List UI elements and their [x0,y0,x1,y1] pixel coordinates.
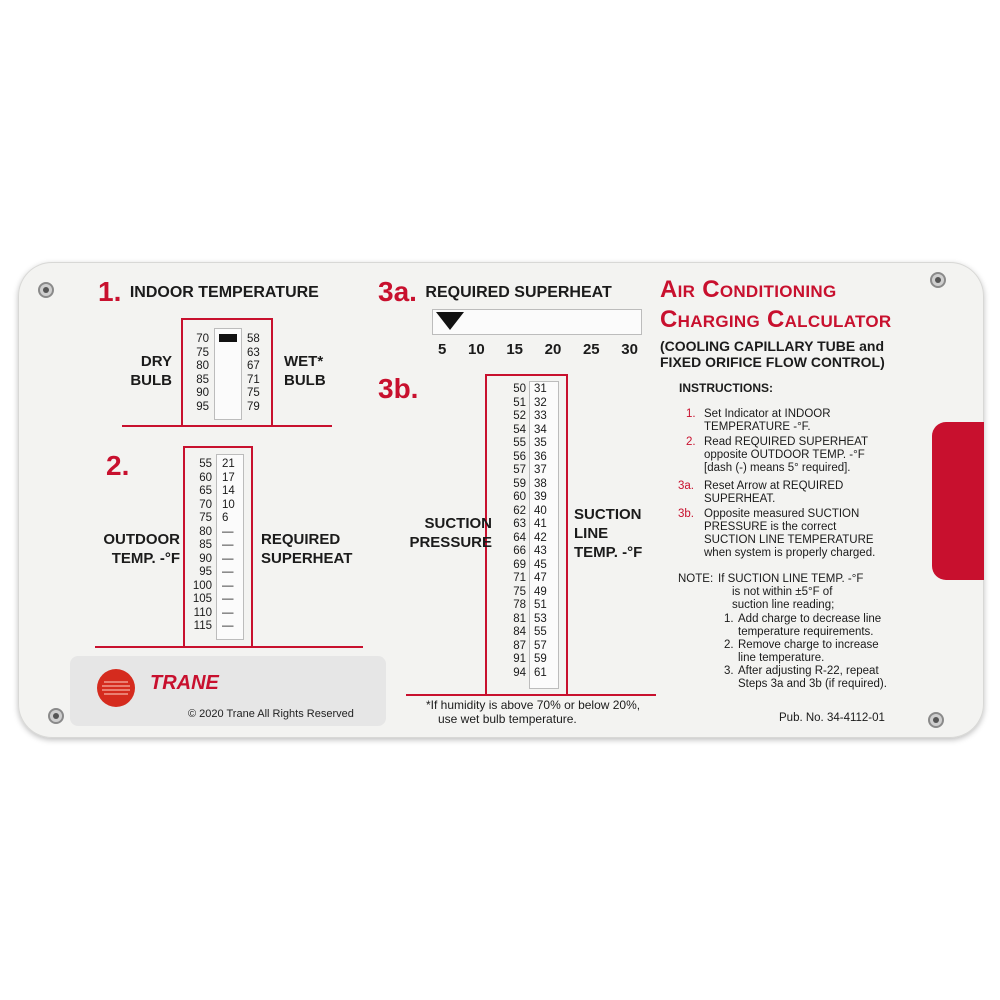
section2-bottom-rule [95,646,363,648]
suction-pressure-label-1: SUCTION [424,515,492,532]
outdoor-temp-value: 95 [199,566,212,578]
superheat-value: 6 [222,512,229,524]
instruction-step-text [704,408,831,434]
suction-line-temp-value: 59 [534,653,547,665]
instruction-line: [dash (-) means 5° required]. [704,462,851,474]
section2-top-rule [183,446,253,448]
note-text [718,573,863,612]
superheat-scale-tick: 10 [467,341,485,358]
instruction-line: Read REQUIRED SUPERHEAT [704,436,869,448]
note-item-line: line temperature. [738,652,825,664]
wet-bulb-label-2: BULB [284,372,326,389]
outdoor-temp-value: 90 [199,552,212,565]
section3b-bottom-rule [406,694,656,696]
instruction-line: when system is properly charged. [704,547,876,559]
note-item-text [738,665,887,691]
suction-line-temp-value: 53 [534,612,547,625]
instruction-line: SUCTION LINE TEMPERATURE [704,534,874,546]
suction-pressure-value: 57 [513,464,526,476]
trane-logo-icon [96,668,136,708]
section1-right-rule [271,318,273,426]
section2-number: 2. [106,450,130,481]
rivet-bottom-right [928,712,944,728]
wet-bulb-value: 58 [247,333,260,345]
suction-pressure-value: 64 [513,531,526,544]
title-line-2: Charging Calculator [660,306,892,333]
rivet-bottom-left [48,708,64,724]
wet-bulb-label [284,352,326,390]
outdoor-temp-value: 105 [192,593,212,605]
publication-number: Pub. No. 34-4112-01 [779,712,885,724]
note-item-number: 2. [724,639,734,651]
suction-pressure-value: 75 [513,585,526,598]
superheat-arrow-icon[interactable] [436,312,464,330]
suction-line-temp-values [534,383,547,680]
suction-line-temp-value: 39 [534,491,547,503]
dry-bulb-value: 85 [196,373,209,386]
note-item-line: After adjusting R-22, repeat [738,665,879,677]
outdoor-temp-label-1: OUTDOOR [103,531,180,548]
superheat-value: — [222,552,234,565]
suction-pressure-value: 54 [513,423,526,436]
superheat-scale-tick: 15 [506,341,523,358]
section3a-heading [378,276,612,308]
suction-pressure-label-2: PRESSURE [409,534,492,551]
superheat-value: — [222,620,234,632]
superheat-value: 10 [222,498,235,511]
instruction-step-number: 1. [686,408,696,420]
note-item-number: 1. [724,613,734,625]
outdoor-temp-value: 70 [199,498,212,511]
humidity-footnote [426,698,640,726]
dry-bulb-value: 70 [196,333,209,345]
suction-line-temp-value: 31 [534,383,547,395]
outdoor-temp-value: 55 [199,458,212,470]
section2-left-rule [183,446,185,648]
suction-pressure-value: 59 [513,477,526,490]
superheat-value: 21 [222,458,235,470]
note-line: If SUCTION LINE TEMP. -°F [718,573,864,585]
superheat-value: — [222,579,234,592]
subtitle-line-1: (COOLING CAPILLARY TUBE and [660,338,884,354]
instruction-line: PRESSURE is the correct [704,521,837,533]
suction-pressure-value: 78 [513,599,526,611]
superheat-value: — [222,606,234,619]
suction-pressure-value: 60 [513,491,526,503]
suction-pressure-value: 66 [513,545,526,557]
outdoor-temp-value: 115 [193,620,212,632]
suction-line-temp-value: 32 [534,396,547,409]
outdoor-temp-value: 60 [199,471,212,484]
brand-panel [70,656,386,726]
suction-pressure-value: 71 [513,572,526,584]
outdoor-temp-values [188,458,212,634]
suction-line-temp-value: 33 [534,410,547,422]
brand-name: TRANE [150,672,219,694]
instruction-step-number: 3b. [678,508,694,520]
suction-pressure-value: 91 [513,653,526,665]
instruction-step-text [704,436,868,475]
superheat-scale-tick: 25 [582,341,600,358]
wet-bulb-value: 63 [247,346,260,359]
suction-line-temp-value: 36 [534,450,547,463]
wet-bulb-value: 67 [247,360,260,372]
note-line: is not within ±5°F of [732,586,833,598]
instruction-line: SUPERHEAT. [704,493,776,505]
suction-line-temp-value: 38 [534,477,547,490]
instruction-line: Opposite measured SUCTION [704,508,860,520]
outdoor-temp-value: 65 [199,485,212,497]
suction-pressure-value: 52 [513,410,526,422]
wet-bulb-values [247,333,260,414]
note-item-number: 3. [724,665,734,677]
dry-bulb-label-1: DRY [140,353,172,370]
suction-line-temp-value: 40 [534,504,547,517]
instruction-step-number: 2. [686,436,696,448]
dry-bulb-value: 80 [196,360,209,372]
instruction-step-text [704,480,843,506]
indoor-indicator-marker[interactable] [219,334,237,342]
section2-right-rule [251,446,253,648]
suction-pressure-value: 94 [513,666,526,679]
instruction-step-number: 3a. [678,480,694,492]
dry-bulb-value: 75 [196,346,209,359]
suction-line-temp-value: 42 [534,531,547,544]
suction-line-temp-value: 45 [534,558,547,571]
suction-pressure-value: 51 [513,396,526,409]
required-superheat-label [261,530,352,568]
suction-line-temp-value: 43 [534,545,547,557]
rivet-top-right [930,272,946,288]
note-item-text [738,613,881,639]
suction-line-temp-label [574,505,642,562]
suction-pressure-value: 56 [513,450,526,463]
wet-bulb-label-1: WET* [284,353,324,370]
suction-line-temp-label-2: LINE [574,525,609,542]
note-item-line: Steps 3a and 3b (if required). [738,678,887,690]
section1-left-rule [181,318,183,426]
suction-line-temp-value: 37 [534,464,547,476]
section1-bottom-rule [122,425,332,427]
suction-pressure-values [506,383,526,680]
superheat-value: — [222,539,234,551]
note-item-line: temperature requirements. [738,626,874,638]
superheat-value: — [222,593,234,605]
suction-pressure-value: 84 [513,626,526,638]
outdoor-temp-value: 80 [199,525,212,538]
footnote-line-2: use wet bulb temperature. [438,712,577,726]
required-superheat-values [222,458,235,634]
superheat-scale-tick: 5 [438,341,447,358]
note-block [678,573,918,693]
subtitle-line-2: FIXED ORIFICE FLOW CONTROL) [660,354,885,370]
instruction-line: Set Indicator at INDOOR [704,408,831,420]
suction-pressure-value: 69 [513,558,526,571]
note-item-text [738,639,879,665]
note-item-line: Remove charge to increase [738,639,879,651]
suction-line-temp-value: 35 [534,437,547,449]
instruction-line: TEMPERATURE -°F. [704,421,811,433]
instructions-heading: INSTRUCTIONS: [679,381,773,395]
superheat-value: — [222,566,234,578]
dry-bulb-label [126,352,172,390]
suction-line-temp-label-1: SUCTION [574,506,642,523]
note-line: suction line reading; [732,599,835,611]
section3a-number: 3a. [378,276,417,307]
suction-line-temp-value: 61 [534,666,547,679]
superheat-value: 17 [222,471,235,484]
suction-pressure-value: 62 [513,504,526,517]
required-superheat-label-2: SUPERHEAT [261,550,353,567]
outdoor-temp-label-2: TEMP. -°F [111,550,180,567]
suction-pressure-value: 50 [513,383,526,395]
outdoor-temp-value: 110 [193,606,212,619]
suction-line-temp-value: 55 [534,626,547,638]
section1-title: INDOOR TEMPERATURE [129,284,319,301]
note-label: NOTE: [678,573,714,585]
suction-pressure-value: 55 [513,437,526,449]
wet-bulb-value: 79 [247,400,260,413]
slider-pull-tab[interactable] [932,422,984,580]
superheat-value: 14 [222,485,235,497]
required-superheat-label-1: REQUIRED [261,531,341,548]
instruction-line: opposite OUTDOOR TEMP. -°F [704,449,865,461]
suction-line-temp-value: 34 [534,423,547,436]
superheat-value: — [222,525,234,538]
outdoor-temp-label [88,530,180,568]
copyright-text: © 2020 Trane All Rights Reserved [188,708,354,720]
suction-line-temp-value: 51 [534,599,547,611]
suction-line-temp-value: 47 [534,572,547,584]
section3b-top-rule [485,374,568,376]
title-subtitle [660,338,885,370]
suction-line-temp-value: 57 [534,639,547,652]
note-item-line: Add charge to decrease line [738,613,882,625]
section3b-right-rule [566,374,568,696]
suction-pressure-value: 63 [513,518,526,530]
outdoor-temp-value: 85 [199,539,212,551]
suction-line-temp-value: 49 [534,585,547,598]
section3b-number: 3b. [378,373,419,404]
superheat-scale-tick: 30 [621,341,638,358]
dry-bulb-label-2: BULB [130,372,172,389]
wet-bulb-value: 75 [247,387,260,399]
instruction-line: Reset Arrow at REQUIRED [704,480,844,492]
section1-number: 1. [98,276,122,307]
suction-line-temp-value: 41 [534,518,547,530]
dry-bulb-value: 90 [196,387,209,399]
instructions-list [680,408,920,558]
outdoor-temp-value: 100 [192,579,212,592]
superheat-scale-tick: 20 [544,341,562,358]
section1-top-rule [181,318,273,320]
dry-bulb-value: 95 [196,400,209,413]
suction-line-temp-label-3: TEMP. -°F [574,544,643,561]
outdoor-temp-value: 75 [199,512,212,524]
suction-pressure-value: 87 [513,639,526,652]
dry-bulb-values [187,333,209,414]
section1-heading [98,276,319,308]
suction-pressure-label [400,514,492,552]
section3a-title: REQUIRED SUPERHEAT [425,284,612,301]
wet-bulb-value: 71 [247,373,260,386]
superheat-scale [438,341,638,358]
instruction-step-text [704,508,875,560]
title-line-1: Air Conditioning [660,276,837,303]
footnote-line-1: *If humidity is above 70% or below 20%, [426,698,641,712]
rivet-top-left [38,282,54,298]
suction-pressure-value: 81 [513,612,526,625]
